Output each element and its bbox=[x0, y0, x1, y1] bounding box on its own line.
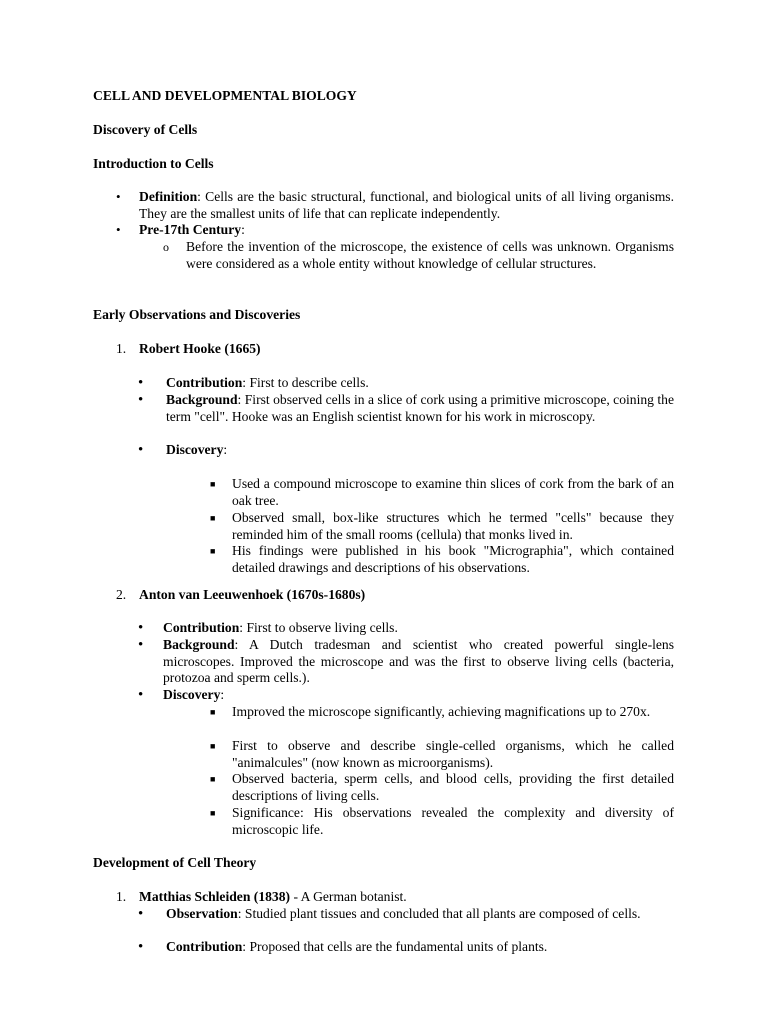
square-marker: ■ bbox=[210, 774, 216, 784]
bullet-marker: • bbox=[138, 687, 144, 703]
schleiden-title-line bbox=[139, 889, 407, 906]
list-item-pre17 bbox=[139, 222, 245, 239]
contribution-text: : First to describe cells. bbox=[242, 375, 369, 390]
square-marker: ■ bbox=[210, 808, 216, 818]
square-marker: ■ bbox=[210, 741, 216, 751]
hooke-title: Robert Hooke (1665) bbox=[139, 341, 261, 356]
leeuwenhoek-contribution bbox=[163, 620, 398, 637]
observation-label: Observation bbox=[166, 906, 238, 921]
hooke-point: Observed small, box-like structures which he termed "cells" because they reminded him of the small rooms (cellula) that monks lived in. bbox=[232, 510, 674, 542]
bullet-marker: • bbox=[138, 906, 144, 922]
discovery-label: Discovery bbox=[166, 442, 224, 457]
hooke-background bbox=[166, 392, 674, 425]
document-title: CELL AND DEVELOPMENTAL BIOLOGY bbox=[93, 88, 357, 103]
schleiden-contribution bbox=[166, 939, 547, 956]
bullet-marker: • bbox=[138, 939, 144, 955]
leeuwenhoek-point: Observed bacteria, sperm cells, and blood cells, providing the first detailed descriptions of living cells. bbox=[232, 771, 674, 803]
hooke-point: Used a compound microscope to examine thin slices of cork from the bark of an oak tree. bbox=[232, 476, 674, 508]
bullet-marker: • bbox=[138, 637, 144, 653]
pre17-colon: : bbox=[241, 222, 245, 237]
bullet-marker: • bbox=[138, 392, 144, 408]
definition-text: : Cells are the basic structural, functional, and biological units of all living organisms. They are the smallest units of life that can replicate independently. bbox=[139, 189, 674, 221]
leeuwenhoek-point: Improved the microscope significantly, achieving magnifications up to 270x. bbox=[232, 704, 651, 719]
square-marker: ■ bbox=[210, 707, 216, 717]
section-heading-introduction: Introduction to Cells bbox=[93, 156, 214, 171]
schleiden-observation bbox=[166, 906, 674, 923]
contribution-label: Contribution bbox=[166, 939, 243, 954]
leeuwenhoek-point: Significance: His observations revealed the complexity and diversity of microscopic life. bbox=[232, 805, 674, 837]
background-label: Background bbox=[166, 392, 238, 407]
discovery-label: Discovery bbox=[163, 687, 221, 702]
bullet-marker: • bbox=[138, 442, 144, 458]
discovery-colon: : bbox=[223, 442, 228, 457]
list-number: 2. bbox=[116, 587, 127, 602]
hooke-point: His findings were published in his book "Micrographia", which contained detailed drawings and descriptions of his observations. bbox=[232, 543, 674, 575]
contribution-text: : Proposed that cells are the fundamental units of plants. bbox=[242, 939, 548, 954]
list-item-definition bbox=[139, 189, 674, 222]
hooke-discovery bbox=[166, 442, 227, 459]
bullet-marker: • bbox=[138, 375, 144, 391]
section-heading-discovery: Discovery of Cells bbox=[93, 122, 198, 137]
section-heading-cell-theory: Development of Cell Theory bbox=[93, 855, 257, 870]
bullet-marker: • bbox=[116, 189, 121, 204]
circle-marker: o bbox=[163, 240, 169, 254]
leeuwenhoek-point: First to observe and describe single-celled organisms, which he called "animalcules" (now known as microorganisms). bbox=[232, 738, 674, 770]
discovery-colon: : bbox=[220, 687, 225, 702]
background-label: Background bbox=[163, 637, 235, 652]
leeuwenhoek-title: Anton van Leeuwenhoek (1670s-1680s) bbox=[139, 587, 366, 602]
bullet-marker: • bbox=[138, 620, 144, 636]
background-text: : A Dutch tradesman and scientist who created powerful single-lens microscopes. Improved the microscope and was the first to observe living cells (bacteria, protozoa and sperm cells.). bbox=[163, 637, 674, 686]
square-marker: ■ bbox=[210, 479, 216, 489]
hooke-contribution bbox=[166, 375, 369, 392]
background-text: : First observed cells in a slice of cork using a primitive microscope, coining the term "cell". Hooke was an English scientist known for his work in microscopy. bbox=[166, 392, 674, 424]
pre17-label: Pre-17th Century bbox=[139, 222, 242, 237]
definition-label: Definition bbox=[139, 189, 198, 204]
contribution-label: Contribution bbox=[166, 375, 243, 390]
square-marker: ■ bbox=[210, 546, 216, 556]
leeuwenhoek-discovery bbox=[163, 687, 224, 704]
schleiden-title: Matthias Schleiden (1838) bbox=[139, 889, 291, 904]
list-number: 1. bbox=[116, 889, 127, 904]
square-marker: ■ bbox=[210, 513, 216, 523]
observation-text: : Studied plant tissues and concluded that all plants are composed of cells. bbox=[237, 906, 641, 921]
list-number: 1. bbox=[116, 341, 127, 356]
pre17-sub-item: Before the invention of the microscope, the existence of cells was unknown. Organisms were considered as a whole entity without knowledge of cellular structures. bbox=[186, 239, 674, 271]
bullet-marker: • bbox=[116, 222, 121, 237]
contribution-label: Contribution bbox=[163, 620, 240, 635]
section-heading-early: Early Observations and Discoveries bbox=[93, 307, 301, 322]
schleiden-title-suffix: - A German botanist. bbox=[290, 889, 407, 904]
leeuwenhoek-background bbox=[163, 637, 674, 687]
contribution-text: : First to observe living cells. bbox=[239, 620, 398, 635]
